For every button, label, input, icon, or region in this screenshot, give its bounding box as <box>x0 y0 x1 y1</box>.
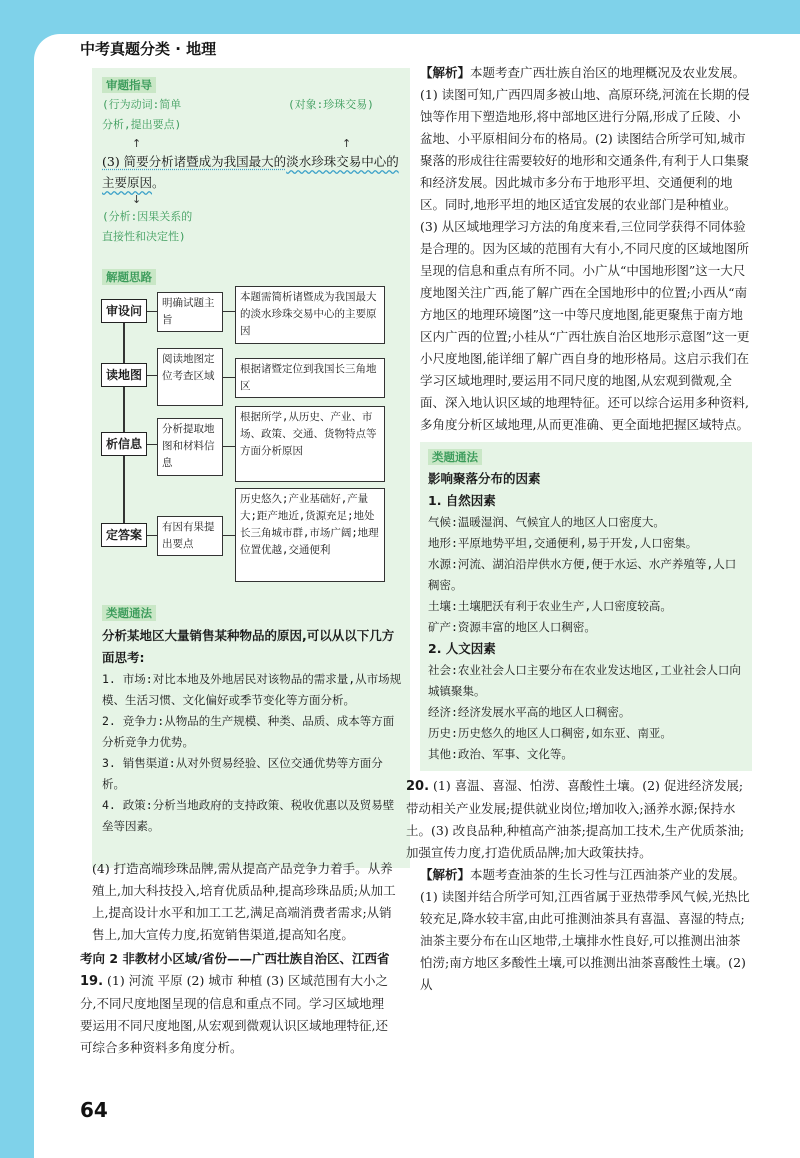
analysis-q20: 【解析】本题考查油茶的生长习性与江西油茶产业的发展。(1) 读图并结合所学可知,江西省属于亚热带季风气候,光热比较充足,降水较丰富,由此可推测油茶具有喜温、喜湿的特点;油茶主要分布在山区地带,土壤排水性良好,可以推测出油茶怕涝;南方地区多酸性土壤,可以推测出油茶喜酸性土壤。(2) 从 <box>420 867 750 992</box>
list-item: 矿产:资源丰富的地区人口稠密。 <box>428 620 596 634</box>
method-box-right <box>420 442 752 771</box>
flow-detail-box: 根据所学,从历史、产业、市场、政策、交通、货物特点等方面分析原因 <box>235 406 385 482</box>
step-read-map: 读地图 <box>101 363 147 387</box>
list-item: 4. 政策:分析当地政府的支持政策、税收优惠以及贸易壁垒等因素。 <box>102 798 395 833</box>
answer-q20: 20. (1) 喜温、喜湿、怕涝、喜酸性土壤。(2) 促进经济发展;带动相关产业发展;提供就业岗位;增加收入;涵养水源;保持水土。(3) 改良品种,种植高产油茶;提高加工技术,生产优质茶油;加强宣传力度,打造优质品牌;加大政策扶持。 <box>406 778 745 860</box>
flow-detail-box: 本题需简析诸暨成为我国最大的淡水珍珠交易中心的主要原因 <box>235 286 385 344</box>
page-number: 64 <box>80 1098 108 1122</box>
list-item: 2. 竞争力:从物品的生产规模、种类、品质、成本等方面分析竞争力优势。 <box>102 714 395 749</box>
flow-mid-box: 明确试题主旨 <box>157 292 223 332</box>
human-list <box>428 660 744 765</box>
think-tag: 解题思路 <box>102 269 156 285</box>
list-item: 社会:农业社会人口主要分布在农业发达地区,工业社会人口向城镇聚集。 <box>428 663 741 698</box>
answer-q4: (4) 打造高端珍珠品牌,需从提高产品竞争力着手。从养殖上,加大科技投入,培育优质品种,提高珍珠品质;从加工上,提高设计水平和加工工艺,满足高端消费者需求;从销售上,加大宣传力度,拓宽销售渠道,提高知名度。 <box>92 861 396 942</box>
flow-mid-box: 阅读地图定位考查区域 <box>157 348 223 406</box>
guide-note-object: (对象:珍珠交易) <box>288 98 374 111</box>
list-item: 气候:温暖湿润、气候宜人的地区人口密度大。 <box>428 515 665 529</box>
method-title: 分析某地区大量销售某种物品的原因,可以从以下几方面思考: <box>102 628 395 665</box>
step-analyze-info: 析信息 <box>101 432 147 456</box>
human-title: 2. 人文因素 <box>428 641 496 656</box>
guide-note-analysis: (分析:因果关系的 直接性和决定性) <box>102 210 193 243</box>
right-column <box>406 62 752 996</box>
guide-arrows-up <box>102 137 402 151</box>
down-arrow-icon: ↓ <box>132 193 142 206</box>
guide-tag: 审题指导 <box>102 77 156 93</box>
list-item: 经济:经济发展水平高的地区人口稠密。 <box>428 705 631 719</box>
factors-title: 影响聚落分布的因素 <box>428 471 541 486</box>
natural-list <box>428 512 744 638</box>
question-guide-box <box>92 68 410 264</box>
list-item: 其他:政治、军事、文化等。 <box>428 747 573 761</box>
step-answer: 定答案 <box>101 523 147 547</box>
running-header: 中考真题分类 · 地理 <box>80 40 217 58</box>
method-box-left <box>92 596 410 868</box>
question-3-text: (3) 简要分析诸暨成为我国最大的淡水珍珠交易中心的主要原因。 <box>102 154 399 190</box>
guide-note-verb: (行为动词:简单 分析,提出要点) <box>102 98 182 131</box>
flow-detail-box: 历史悠久;产业基础好,产量大;距产地近,货源充足;地处长三角城市群,市场广阔;地理位置优越,交通便利 <box>235 488 385 582</box>
method-list <box>102 669 402 837</box>
list-item: 地形:平原地势平坦,交通便利,易于开发,人口密集。 <box>428 536 698 550</box>
list-item: 1. 市场:对比本地及外地居民对该物品的需求量,从市场规模、生活习惯、文化偏好或季节变化等方面分析。 <box>102 672 402 707</box>
list-item: 3. 销售渠道:从对外贸易经验、区位交通优势等方面分析。 <box>102 756 383 791</box>
list-item: 水源:河流、湖泊沿岸供水方便,便于水运、水产养殖等,人口稠密。 <box>428 557 737 592</box>
answer-q19: 19. (1) 河流 平原 (2) 城市 种植 (3) 区域范围有大小之分,不同尺度地图呈现的信息和重点不同。学习区域地理要运用不同尺度地图,从宏观到微观认识区域地理特征,还可综合多种资料多角度分析。 <box>80 973 388 1055</box>
up-arrow-icon: ↑ <box>132 137 142 150</box>
step-read-question: 审设问 <box>101 299 147 323</box>
analysis-q19: 【解析】本题考查广西壮族自治区的地理概况及农业发展。(1) 读图可知,广西四周多被山地、高原环绕,河流在长期的侵蚀等作用下塑造地形,将中部地区进行分隔,形成了丘陵、小盆地、小平原相间分布的格局。(2) 读图结合所学可知,城市聚落的形成往往需要较好的地形和交通条件,有利于人口集聚和经济发展。因此城市多分布于地形平坦、交通便利的地区。同时,地形平坦的地区适宜发展的农业部门是种植业。(3) 从区域地理学习方法的角度来看,三位同学获得不同体验是合理的。因为区域的范围有大有小,不同尺度的区域地图所呈现的信息和重点有所不同。小广从“中国地形图”这一大尺度地图关注广西,能了解广西在全国地形中的位置;小西从“南方地区的地理环境图”这一中等尺度地图,能更聚焦于南方地区内广西的位置;小桂从“广西壮族自治区地形示意图”这一更小尺度地图,能详细了解广西自身的地形格局。这启示我们在学习区域地理时,要运用不同尺度的地图,从宏观到微观,全面、深入地认识区域的地理特征。还可以综合运用多种资料,多角度分析区域地理,从而更准确、更全面地把握区域特点。 <box>420 65 750 432</box>
natural-title: 1. 自然因素 <box>428 493 496 508</box>
left-answers <box>80 858 396 1059</box>
flow-mid-box: 分析提取地图和材料信息 <box>157 418 223 476</box>
topic-title: 考向 2 非教材小区域/省份——广西壮族自治区、江西省 <box>80 951 390 966</box>
method-tag: 类题通法 <box>428 449 482 465</box>
flow-mid-box: 有因有果提出要点 <box>157 516 223 556</box>
up-arrow-icon: ↑ <box>342 137 352 150</box>
method-tag: 类题通法 <box>102 605 156 621</box>
list-item: 土壤:土壤肥沃有利于农业生产,人口密度较高。 <box>428 599 672 613</box>
list-item: 历史:历史悠久的地区人口稠密,如东亚、南亚。 <box>428 726 672 740</box>
flow-detail-box: 根据诸暨定位到我国长三角地区 <box>235 358 385 398</box>
